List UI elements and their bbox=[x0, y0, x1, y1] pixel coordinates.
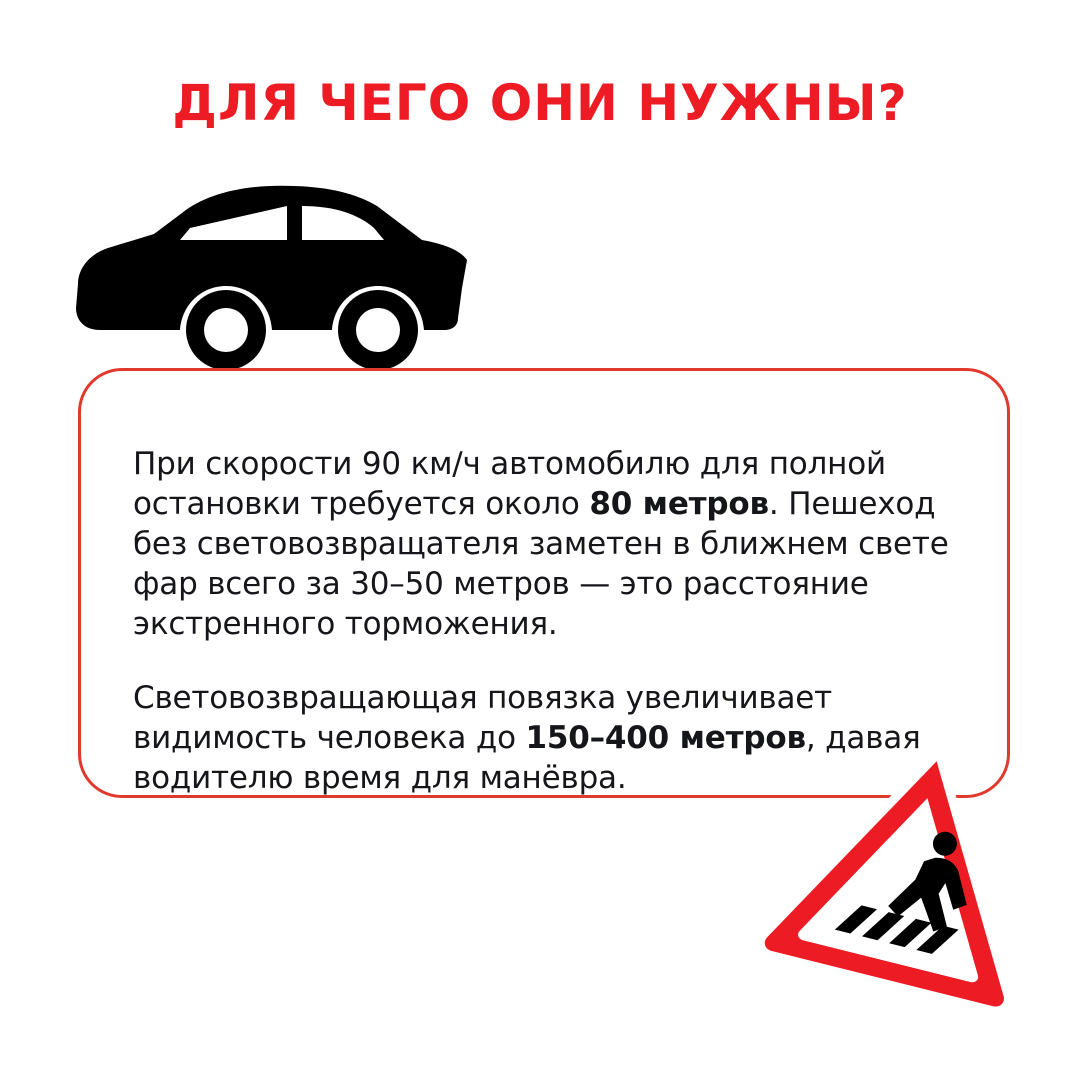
car-silhouette-icon bbox=[62, 168, 492, 373]
pedestrian-crossing-sign-icon bbox=[760, 718, 1060, 1018]
paragraph-1-part-2: . Пешеход без световозвращателя заметен в ближнем свете фар всего за 30–50 метров — это расстояние экстренного торможения. bbox=[133, 486, 949, 642]
paragraph-1-part-1: При скорости 90 км/ч автомобилю для полной остановки требуется около bbox=[133, 446, 886, 522]
paragraph-1-bold-1: 80 метров bbox=[589, 486, 769, 522]
paragraph-2-part-1: Световозвращающая повязка увеличивает видимость человека до bbox=[133, 680, 832, 756]
paragraph-stopping-distance bbox=[133, 444, 967, 644]
paragraph-2-part-2: , давая водителю время для манёвра. bbox=[133, 720, 921, 796]
paragraph-2-bold-1: 150–400 метров bbox=[525, 720, 806, 756]
page-title: ДЛЯ ЧЕГО ОНИ НУЖНЫ? bbox=[172, 74, 908, 132]
